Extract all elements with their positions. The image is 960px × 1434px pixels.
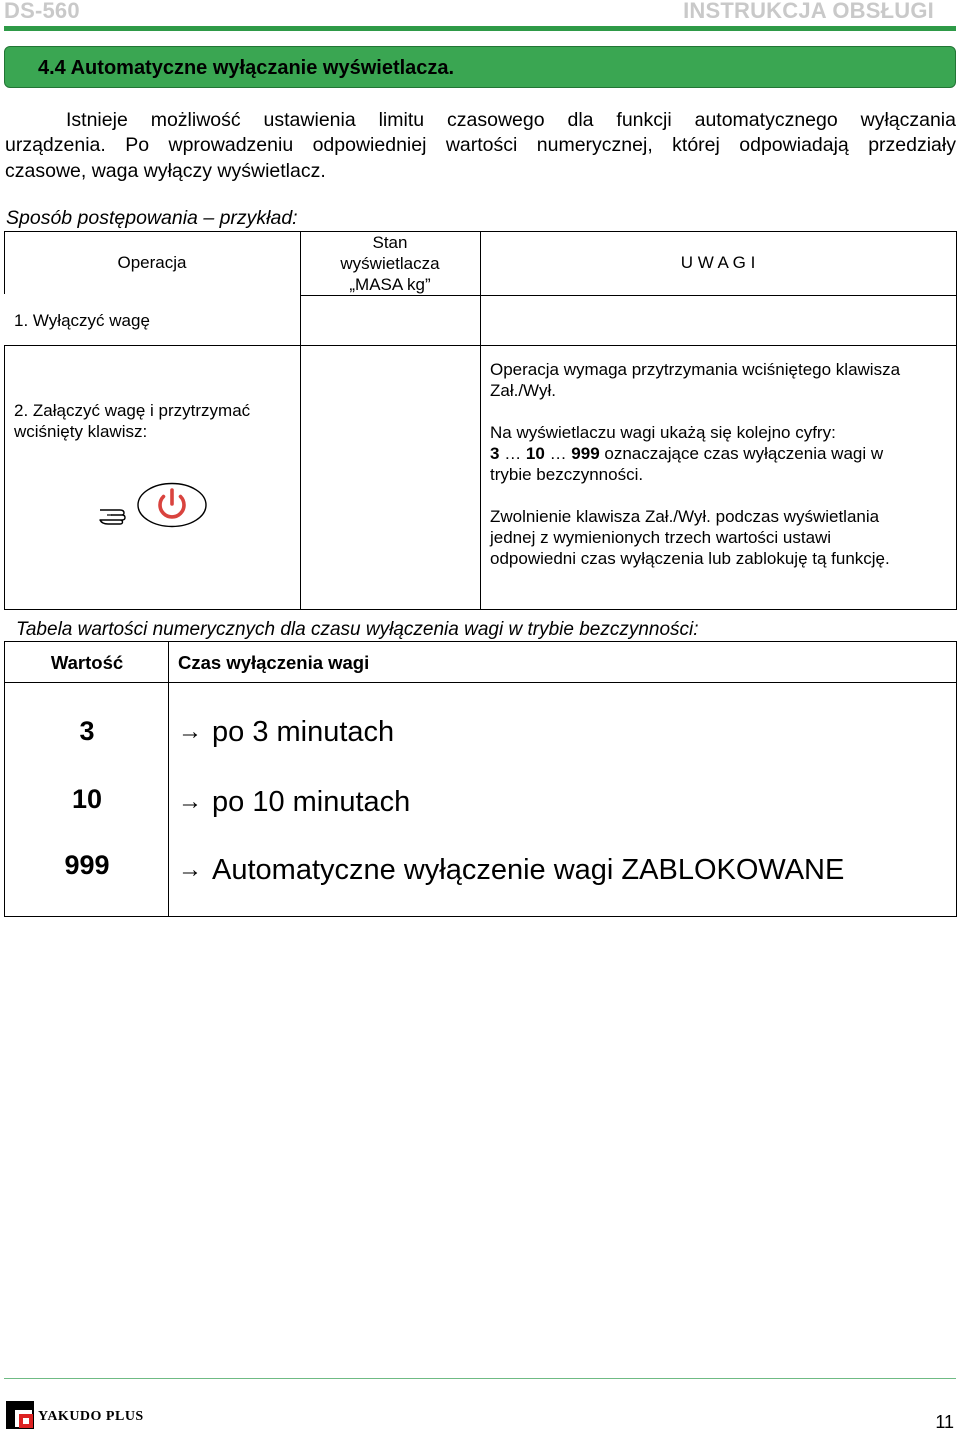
intro-line-3: czasowe, waga wyłączy wyświetlacz.: [5, 160, 326, 182]
footer-rule: [4, 1378, 956, 1379]
pointing-hand-icon: [98, 500, 132, 531]
time-row-1: → po 3 minutach: [178, 716, 395, 748]
arrow-right-icon: →: [178, 718, 202, 745]
page-number: 11: [935, 1412, 954, 1432]
column-header-operation: Operacja: [117, 253, 187, 272]
intro-line-2: urządzenia. Po wprowadzeniu odpowiedniej wartości numerycznej, której odpowiadają przedziały: [5, 134, 956, 156]
value-row-2: 10: [71, 784, 103, 814]
values-table-label: Tabela wartości numerycznych dla czasu wyłączenia wagi w trybie bezczynności:: [16, 619, 699, 640]
brand-logo: YAKUDO PLUS: [6, 1401, 34, 1434]
arrow-right-icon: →: [178, 856, 202, 883]
document-model: DS-560: [4, 0, 80, 23]
value-row-3: 999: [64, 850, 110, 880]
values-header-value: Wartość: [50, 652, 124, 673]
intro-line-1: Istnieje możliwość ustawienia limitu czasowego dla funkcji automatycznego wyłączania: [66, 109, 956, 131]
power-button-icon: [136, 481, 208, 534]
section-title: 4.4 Automatyczne wyłączanie wyświetlacza.: [38, 57, 455, 79]
header-rule: [4, 26, 956, 31]
procedure-label: Sposób postępowania – przykład:: [6, 207, 298, 229]
step-2-note-2: Na wyświetlaczu wagi ukażą się kolejno cyfry: 3 … 10 … 999 oznaczające czas wyłączenia wagi w trybie bezczynności.: [490, 423, 884, 484]
step-2-note-1: Operacja wymaga przytrzymania wciśniętego klawisza Zał./Wył.: [490, 360, 901, 400]
value-row-1: 3: [79, 716, 95, 746]
step-1-operation: 1. Wyłączyć wagę: [14, 311, 150, 330]
brand-logo-icon: [6, 1401, 34, 1429]
values-header-time: Czas wyłączenia wagi: [178, 652, 370, 673]
column-header-notes: U W A G I: [680, 253, 756, 272]
document-type: INSTRUKCJA OBSŁUGI: [683, 0, 934, 23]
time-row-3: → Automatyczne wyłączenie wagi ZABLOKOWANE: [178, 854, 845, 886]
step-2-operation: 2. Załączyć wagę i przytrzymać wciśnięty klawisz:: [14, 401, 251, 441]
time-row-2: → po 10 minutach: [178, 786, 411, 818]
step-2-note-3: Zwolnienie klawisza Zał./Wył. podczas wyświetlania jednej z wymienionych trzech wartości ustawi odpowiedni czas wyłączenia lub zablokuję tą funkcję.: [490, 507, 890, 568]
column-header-display: Stan wyświetlacza „MASA kg”: [340, 233, 440, 294]
arrow-right-icon: →: [178, 788, 202, 815]
